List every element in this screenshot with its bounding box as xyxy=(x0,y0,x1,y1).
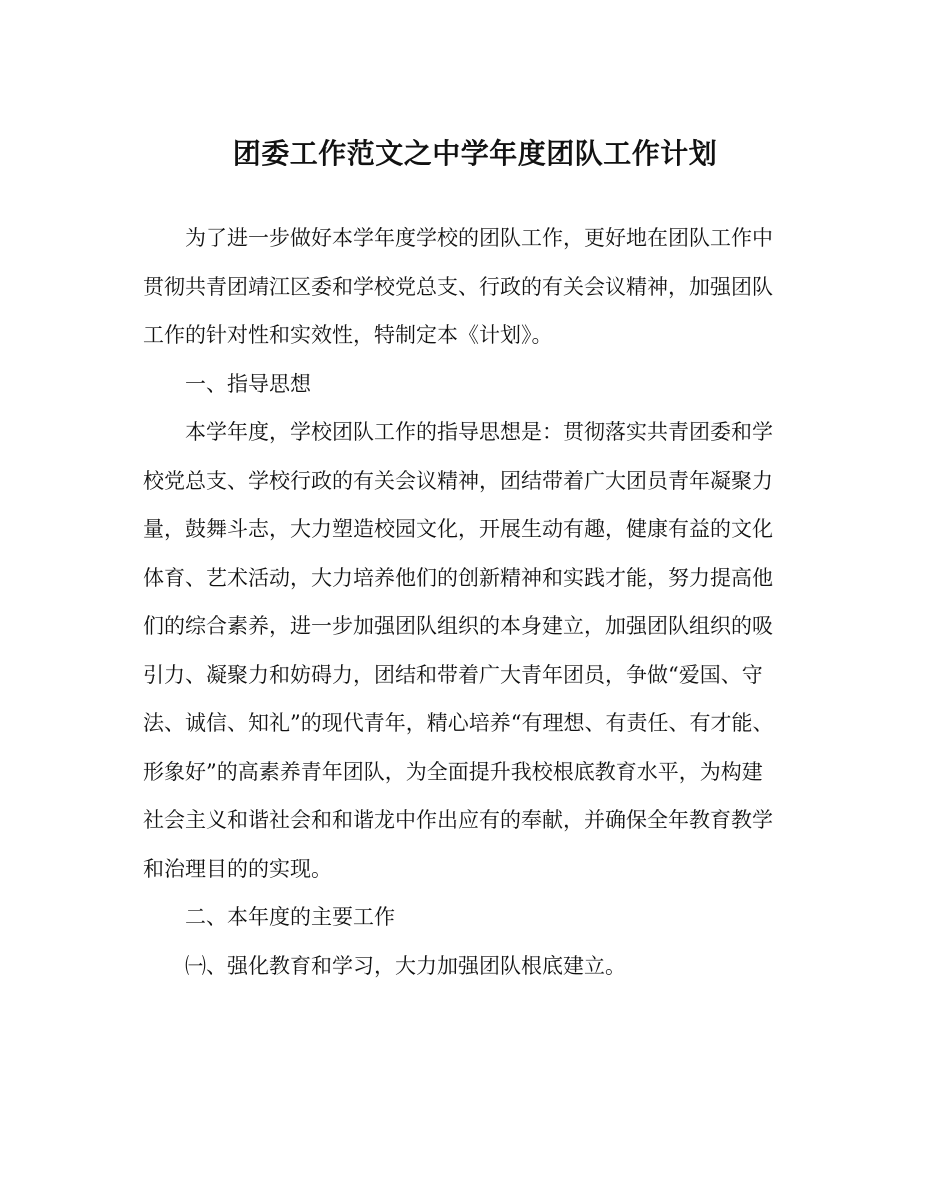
paragraph-intro-line-2: 贯彻共青团靖江区委和学校党总支、行政的有关会议精神，加强团队 xyxy=(143,274,773,299)
section-heading-guiding-ideology: 一、指导思想 xyxy=(185,371,311,396)
paragraph-ideology-line-2: 校党总支、学校行政的有关会议精神，团结带着广大团员青年凝聚力 xyxy=(143,468,773,493)
section-heading-main-work: 二、本年度的主要工作 xyxy=(185,905,395,929)
paragraph-ideology-line-6: 引力、凝聚力和妨碍力，团结和带着广大青年团员，争做“爱国、守 xyxy=(143,662,763,687)
document-body xyxy=(143,214,813,990)
paragraph-ideology-line-3: 量，鼓舞斗志，大力塑造校园文化，开展生动有趣，健康有益的文化 xyxy=(143,517,773,541)
paragraph-ideology-line-10: 和治理目的的实现。 xyxy=(143,856,332,881)
paragraph-ideology-line-8: 形象好”的高素养青年团队，为全面提升我校根底教育水平，为构建 xyxy=(143,759,763,784)
paragraph-intro-line-1: 为了进一步做好本学年度学校的团队工作，更好地在团队工作中 xyxy=(185,226,773,250)
subsection-heading-education: ㈠、强化教育和学习，大力加强团队根底建立。 xyxy=(185,953,626,978)
paragraph-ideology-line-4: 体育、艺术活动，大力培养他们的创新精神和实践才能，努力提高他 xyxy=(143,565,773,590)
paragraph-ideology-line-5: 们的综合素养，进一步加强团队组织的本身建立，加强团队组织的吸 xyxy=(143,614,773,638)
paragraph-ideology-line-9: 社会主义和谐社会和和谐龙中作出应有的奉献，并确保全年教育教学 xyxy=(143,808,773,832)
document-title: 团委工作范文之中学年度团队工作计划 xyxy=(232,137,718,170)
paragraph-intro-line-3: 工作的针对性和实效性，特制定本《计划》。 xyxy=(143,323,553,347)
paragraph-ideology-line-1: 本学年度，学校团队工作的指导思想是：贯彻落实共青团委和学 xyxy=(185,420,773,444)
paragraph-ideology-line-7: 法、诚信、知礼”的现代青年，精心培养“有理想、有责任、有才能、 xyxy=(143,711,774,735)
